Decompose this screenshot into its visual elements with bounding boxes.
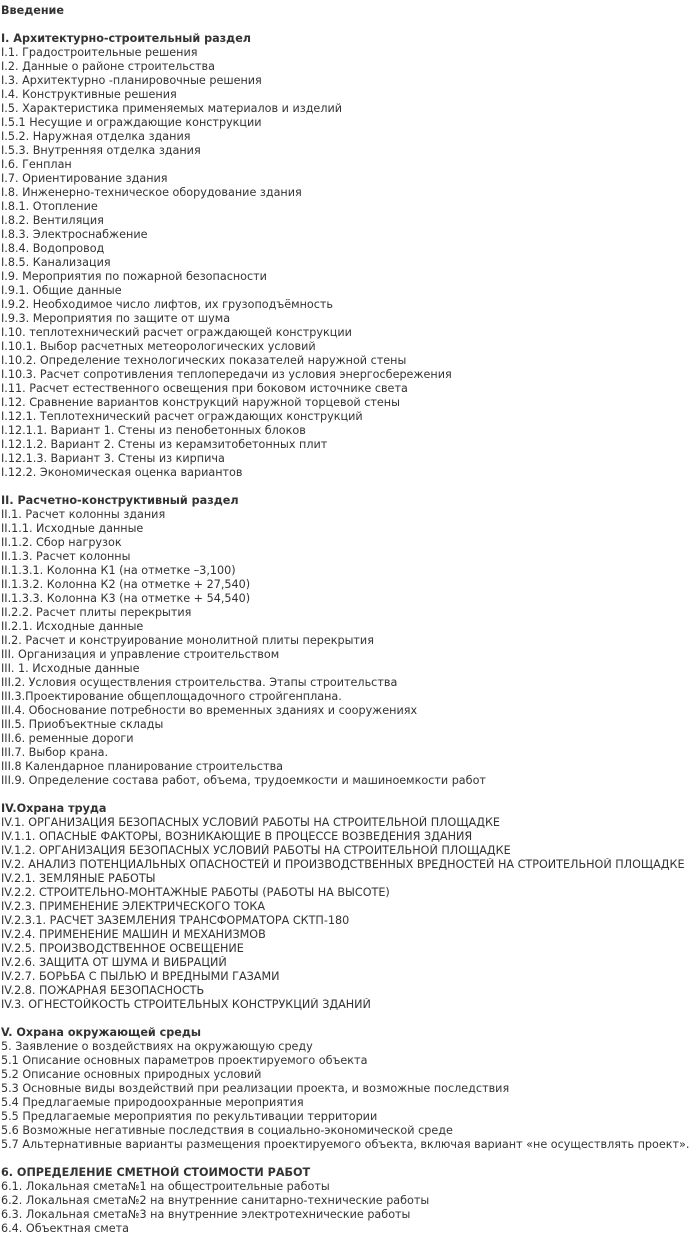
toc-entry: I.7. Ориентирование здания xyxy=(1,172,168,185)
toc-entry: 5.7 Альтернативные варианты размещения проектируемого объекта, включая вариант «не осуществлять проект». xyxy=(1,1138,690,1151)
toc-entry: I.12.1.2. Вариант 2. Стены из керамзитобетонных плит xyxy=(1,438,328,451)
toc-entry: IV.1. ОРГАНИЗАЦИЯ БЕЗОПАСНЫХ УСЛОВИЙ РАБОТЫ НА СТРОИТЕЛЬНОЙ ПЛОЩАДКЕ xyxy=(1,816,500,829)
toc-entry: III.3.Проектирование общеплощадочного стройгенплана. xyxy=(1,690,342,703)
toc-entry: I.11. Расчет естественного освещения при боковом источнике света xyxy=(1,382,408,395)
toc-entry: IV.2.3. ПРИМЕНЕНИЕ ЭЛЕКТРИЧЕСКОГО ТОКА xyxy=(1,900,266,913)
toc-entry: I.5. Характеристика применяемых материалов и изделий xyxy=(1,102,343,115)
section-spacer xyxy=(1,480,700,494)
section-spacer xyxy=(1,18,700,32)
toc-entry: I.9.2. Необходимое число лифтов, их грузоподъёмность xyxy=(1,298,334,311)
toc-entry: I.12.2. Экономическая оценка вариантов xyxy=(1,466,243,479)
toc-entry: III.4. Обоснование потребности во временных зданиях и сооружениях xyxy=(1,704,418,717)
toc-entry: I.8. Инженерно-техническое оборудование здания xyxy=(1,186,302,199)
toc-entry: I.9. Мероприятия по пожарной безопасности xyxy=(1,270,267,283)
toc-entry: I.8.2. Вентиляция xyxy=(1,214,104,227)
section-heading: V. Охрана окружающей среды xyxy=(1,1026,202,1039)
toc-entry: I.2. Данные о районе строительства xyxy=(1,60,215,73)
toc-entry: I.12.1. Теплотехнический расчет ограждающих конструкций xyxy=(1,410,363,423)
toc-entry: IV.2. АНАЛИЗ ПОТЕНЦИАЛЬНЫХ ОПАСНОСТЕЙ И ПРОИЗВОДСТВЕННЫХ ВРЕДНОСТЕЙ НА СТРОИТЕЛЬНОЙ ПЛОЩАДКЕ xyxy=(1,858,685,871)
toc-entry: I.10. теплотехнический расчет ограждающей конструкции xyxy=(1,326,352,339)
toc-entry: 5. Заявление о воздействиях на окружающую среду xyxy=(1,1040,313,1053)
toc-entry: I.5.2. Наружная отделка здания xyxy=(1,130,191,143)
toc-entry: IV.2.4. ПРИМЕНЕНИЕ МАШИН И МЕХАНИЗМОВ xyxy=(1,928,266,941)
toc-entry: II.1.3.3. Колонна К3 (на отметке + 54,540) xyxy=(1,592,251,605)
toc-entry: III.2. Условия осуществления строительства. Этапы строительства xyxy=(1,676,398,689)
toc-entry: I.12.1.1. Вариант 1. Стены из пенобетонных блоков xyxy=(1,424,306,437)
toc-entry: III.9. Определение состава работ, объема, трудоемкости и машиноемкости работ xyxy=(1,774,486,787)
toc-entry: I.12.1.3. Вариант 3. Стены из кирпича xyxy=(1,452,225,465)
sections-container xyxy=(1,18,700,1236)
introduction-title: Введение xyxy=(1,4,64,17)
toc-section xyxy=(1,494,700,788)
toc-entry: I.12. Сравнение вариантов конструкций наружной торцевой стены xyxy=(1,396,400,409)
toc-entry: I.5.1 Несущие и ограждающие конструкции xyxy=(1,116,262,129)
toc-entry: II.1.3.1. Колонна К1 (на отметке –3,100) xyxy=(1,564,236,577)
toc-entry: IV.1.1. ОПАСНЫЕ ФАКТОРЫ, ВОЗНИКАЮЩИЕ В ПРОЦЕССЕ ВОЗВЕДЕНИЯ ЗДАНИЯ xyxy=(1,830,473,843)
toc-entry: 6.4. Объектная смета xyxy=(1,1222,129,1235)
toc-entry: I.8.3. Электроснабжение xyxy=(1,228,148,241)
toc-entry: II.1. Расчет колонны здания xyxy=(1,508,166,521)
toc-entry: 5.6 Возможные негативные последствия в социально-экономической среде xyxy=(1,1124,453,1137)
toc-entry: IV.2.5. ПРОИЗВОДСТВЕННОЕ ОСВЕЩЕНИЕ xyxy=(1,942,244,955)
toc-entry: II.2. Расчет и конструирование монолитной плиты перекрытия xyxy=(1,634,374,647)
toc-entry: II.1.3. Расчет колонны xyxy=(1,550,131,563)
toc-entry: II.1.2. Сбор нагрузок xyxy=(1,536,122,549)
toc-entry: III.6. ременные дороги xyxy=(1,732,134,745)
toc-entry: IV.1.2. ОРГАНИЗАЦИЯ БЕЗОПАСНЫХ УСЛОВИЙ РАБОТЫ НА СТРОИТЕЛЬНОЙ ПЛОЩАДКЕ xyxy=(1,844,511,857)
toc-entry: III.7. Выбор крана. xyxy=(1,746,109,759)
toc-entry: 6.1. Локальная смета№1 на общестроительные работы xyxy=(1,1180,330,1193)
toc-entry: II.2.1. Исходные данные xyxy=(1,620,144,633)
toc-entry: I.10.1. Выбор расчетных метеорологических условий xyxy=(1,340,316,353)
toc-section xyxy=(1,1166,700,1236)
toc-entry: IV.2.1. ЗЕМЛЯНЫЕ РАБОТЫ xyxy=(1,872,156,885)
section-spacer xyxy=(1,788,700,802)
toc-entry: IV.2.7. БОРЬБА С ПЫЛЬЮ И ВРЕДНЫМИ ГАЗАМИ xyxy=(1,970,280,983)
toc-entry: I.9.3. Мероприятия по защите от шума xyxy=(1,312,231,325)
toc-entry: III.5. Приобъектные склады xyxy=(1,718,164,731)
toc-entry: IV.3. ОГНЕСТОЙКОСТЬ СТРОИТЕЛЬНЫХ КОНСТРУКЦИЙ ЗДАНИЙ xyxy=(1,998,371,1011)
section-spacer xyxy=(1,1012,700,1026)
toc-entry: 5.5 Предлагаемые мероприятия по рекультивации территории xyxy=(1,1110,378,1123)
toc-entry: IV.2.3.1. РАСЧЕТ ЗАЗЕМЛЕНИЯ ТРАНСФОРМАТОРА СКТП-180 xyxy=(1,914,350,927)
toc-entry: I.4. Конструктивные решения xyxy=(1,88,177,101)
toc-entry: I.10.2. Определение технологических показателей наружной стены xyxy=(1,354,407,367)
toc-entry: III.8 Календарное планирование строительства xyxy=(1,760,284,773)
toc-entry: III. Организация и управление строительством xyxy=(1,648,280,661)
toc-entry: 5.1 Описание основных параметров проектируемого объекта xyxy=(1,1054,368,1067)
toc-entry: I.5.3. Внутренняя отделка здания xyxy=(1,144,201,157)
toc-section xyxy=(1,32,700,480)
toc-entry: 6.2. Локальная смета№2 на внутренние санитарно-технические работы xyxy=(1,1194,430,1207)
toc-entry: 5.2 Описание основных природных условий xyxy=(1,1068,262,1081)
toc-entry: II.1.3.2. Колонна К2 (на отметке + 27,540) xyxy=(1,578,251,591)
toc-entry: III. 1. Исходные данные xyxy=(1,662,140,675)
toc-entry: I.1. Градостроительные решения xyxy=(1,46,198,59)
toc-entry: IV.2.6. ЗАЩИТА ОТ ШУМА И ВИБРАЦИЙ xyxy=(1,956,227,969)
toc-entry: 5.4 Предлагаемые природоохранные мероприятия xyxy=(1,1096,304,1109)
section-heading: II. Расчетно-конструктивный раздел xyxy=(1,494,239,507)
toc-entry: 5.3 Основные виды воздействий при реализации проекта, и возможные последствия xyxy=(1,1082,510,1095)
toc-section xyxy=(1,802,700,1012)
toc-entry: I.3. Архитектурно -планировочные решения xyxy=(1,74,262,87)
toc-entry: II.1.1. Исходные данные xyxy=(1,522,144,535)
toc-entry: I.6. Генплан xyxy=(1,158,72,171)
toc-entry: IV.2.2. СТРОИТЕЛЬНО-МОНТАЖНЫЕ РАБОТЫ (РАБОТЫ НА ВЫСОТЕ) xyxy=(1,886,390,899)
toc-entry: I.8.5. Канализация xyxy=(1,256,111,269)
toc-section xyxy=(1,1026,700,1152)
section-spacer xyxy=(1,1152,700,1166)
toc-entry: I.10.3. Расчет сопротивления теплопередачи из условия энергосбережения xyxy=(1,368,452,381)
section-heading: IV.Охрана труда xyxy=(1,802,107,815)
section-heading: I. Архитектурно-строительный раздел xyxy=(1,32,251,45)
toc-entry: I.8.1. Отопление xyxy=(1,200,98,213)
toc-entry: 6.3. Локальная смета№3 на внутренние электротехнические работы xyxy=(1,1208,411,1221)
toc-entry: I.9.1. Общие данные xyxy=(1,284,122,297)
section-heading: 6. ОПРЕДЕЛЕНИЕ СМЕТНОЙ СТОИМОСТИ РАБОТ xyxy=(1,1166,311,1179)
toc-entry: II.2.2. Расчет плиты перекрытия xyxy=(1,606,192,619)
toc-entry: I.8.4. Водопровод xyxy=(1,242,105,255)
toc-entry: IV.2.8. ПОЖАРНАЯ БЕЗОПАСНОСТЬ xyxy=(1,984,205,997)
